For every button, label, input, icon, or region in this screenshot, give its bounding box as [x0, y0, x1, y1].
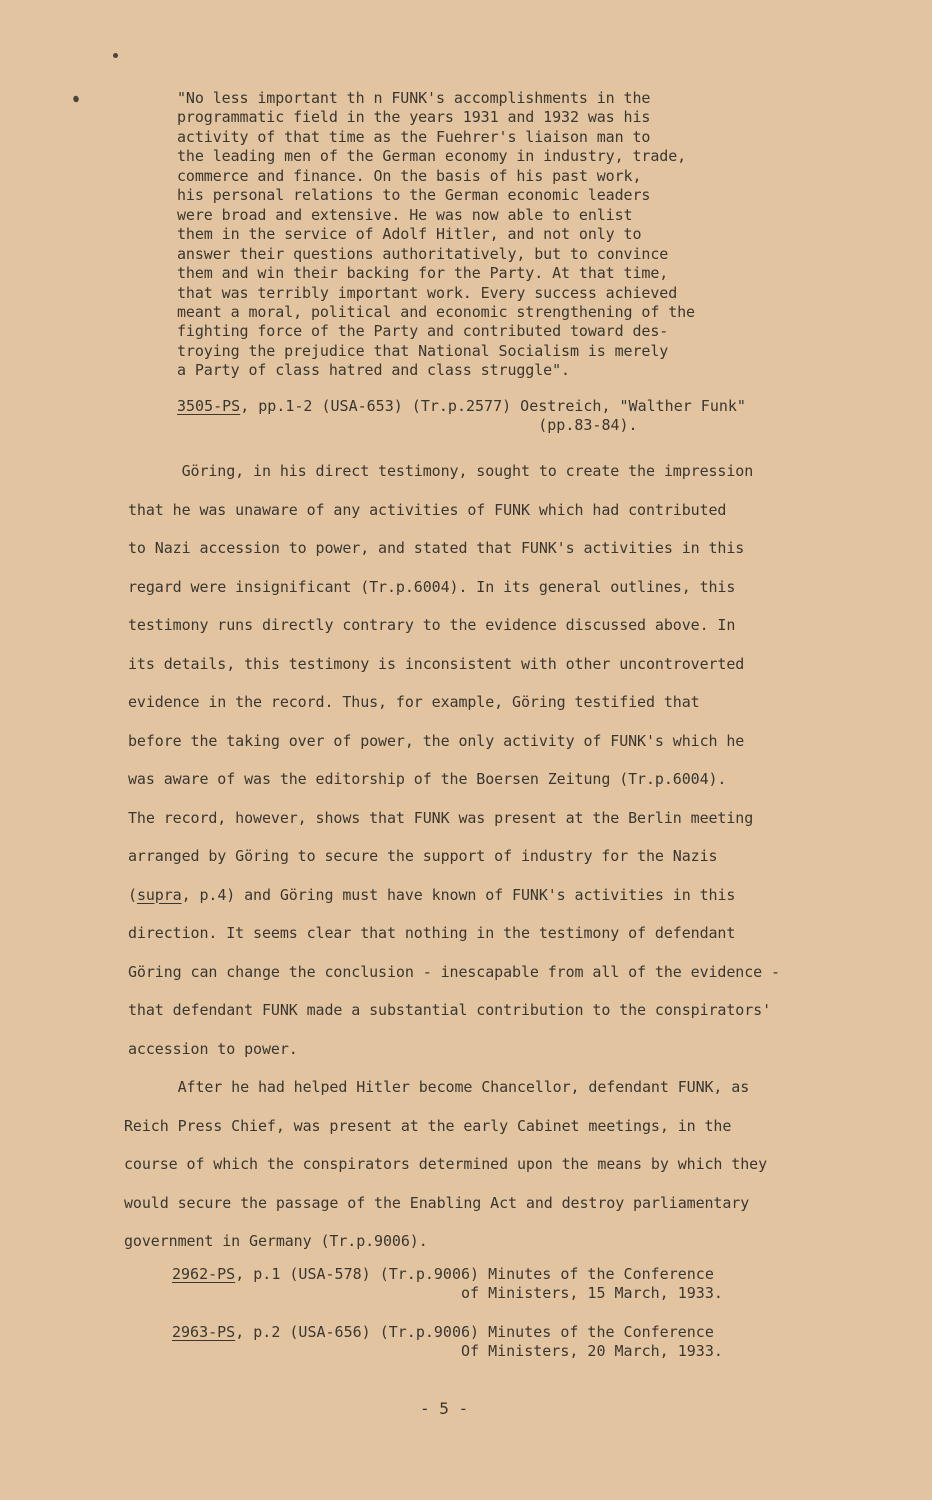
text-line: Reich Press Chief, was present at the early Cabinet meetings, in the: [124, 1116, 732, 1135]
text-line: After he had helped Hitler become Chancellor, defendant FUNK, as: [124, 1078, 750, 1096]
text-line: government in Germany (Tr.p.9006).: [124, 1232, 428, 1250]
quote-line: were broad and extensive. He was now able to enlist: [177, 205, 633, 224]
text-line: accession to power.: [128, 1039, 298, 1058]
body-paragraph-goring-testimony: [128, 452, 843, 1068]
quote-line: them and win their backing for the Party. At that time,: [177, 264, 669, 283]
text-line: Göring, in his direct testimony, sought to create the impression: [128, 462, 754, 480]
ink-dot-mark: [113, 53, 118, 58]
body-paragraph-cabinet-meetings: [124, 1068, 839, 1261]
citation-reference: 2962-PS: [172, 1265, 236, 1283]
text-line: was aware of was the editorship of the Boersen Zeitung (Tr.p.6004).: [128, 770, 727, 788]
text-line: before the taking over of power, the only activity of FUNK's which he: [128, 731, 745, 750]
quote-line: a Party of class hatred and class struggle".: [177, 361, 570, 380]
citation-2962-ps: [172, 1265, 723, 1303]
text-line: testimony runs directly contrary to the evidence discussed above. In: [128, 616, 736, 634]
citation-details: , p.1 (USA-578) (Tr.p.9006) Minutes of the Conference: [235, 1265, 714, 1283]
quote-line: the leading men of the German economy in industry, trade,: [177, 147, 687, 166]
citation-2963-ps: [172, 1323, 723, 1361]
text-line: would secure the passage of the Enabling Act and destroy parliamentary: [124, 1193, 750, 1212]
quote-line: his personal relations to the German economic leaders: [177, 186, 651, 205]
quote-line: meant a moral, political and economic strengthening of the: [177, 302, 695, 321]
text-line: The record, however, shows that FUNK was present at the Berlin meeting: [128, 808, 754, 827]
quote-line: programmatic field in the years 1931 and 1932 was his: [177, 108, 651, 127]
text-line: evidence in the record. Thus, for example, Göring testified that: [128, 693, 700, 711]
text-line: that he was unaware of any activities of FUNK which had contributed: [128, 500, 727, 519]
citation-reference: 2963-PS: [172, 1323, 236, 1341]
quote-line: that was terribly important work. Every success achieved: [177, 283, 678, 302]
citation-line: [172, 1323, 723, 1342]
text-line: arranged by Göring to secure the support of industry for the Nazis: [128, 847, 718, 865]
citation-continuation: Of Ministers, 20 March, 1933.: [172, 1342, 723, 1360]
citation-details: , p.2 (USA-656) (Tr.p.9006) Minutes of the Conference: [235, 1323, 714, 1341]
text-fragment: (: [128, 885, 137, 904]
citation-continuation: of Ministers, 15 March, 1933.: [172, 1284, 723, 1302]
text-line: that defendant FUNK made a substantial contribution to the conspirators': [128, 1001, 772, 1019]
quote-line: activity of that time as the Fuehrer's liaison man to: [177, 127, 651, 146]
quote-line: troying the prejudice that National Socialism is merely: [177, 341, 669, 360]
text-line: to Nazi accession to power, and stated that FUNK's activities in this: [128, 539, 745, 557]
text-fragment: , p.4) and Göring must have known of FUNK's activities in this: [181, 885, 736, 904]
quote-line: answer their questions authoritatively, but to convince: [177, 244, 669, 263]
ink-dot-mark: [72, 95, 80, 103]
citation-3505-ps: [177, 397, 746, 435]
quote-line: "No less important th n FUNK's accomplishments in the: [177, 89, 651, 107]
supra-reference: supra: [136, 885, 182, 904]
text-line: regard were insignificant (Tr.p.6004). In its general outlines, this: [128, 577, 736, 596]
text-line: [128, 876, 843, 915]
text-line: course of which the conspirators determined upon the means by which they: [124, 1155, 768, 1173]
quote-line: fighting force of the Party and contributed toward des-: [177, 322, 669, 341]
citation-line: [177, 397, 746, 416]
quote-line: commerce and finance. On the basis of his past work,: [177, 166, 642, 185]
citation-details: , pp.1-2 (USA-653) (Tr.p.2577) Oestreich, "Walther Funk": [240, 397, 746, 415]
quote-line: them in the service of Adolf Hitler, and not only to: [177, 225, 642, 244]
citation-continuation: (pp.83-84).: [177, 416, 638, 434]
text-line: Göring can change the conclusion - inescapable from all of the evidence -: [128, 962, 780, 981]
block-quote: [177, 89, 777, 381]
text-line: its details, this testimony is inconsistent with other uncontroverted: [128, 654, 745, 673]
text-line: direction. It seems clear that nothing in the testimony of defendant: [128, 924, 736, 942]
citation-line: [172, 1265, 723, 1284]
citation-reference: 3505-PS: [177, 397, 241, 415]
page-number: - 5 -: [420, 1399, 469, 1418]
